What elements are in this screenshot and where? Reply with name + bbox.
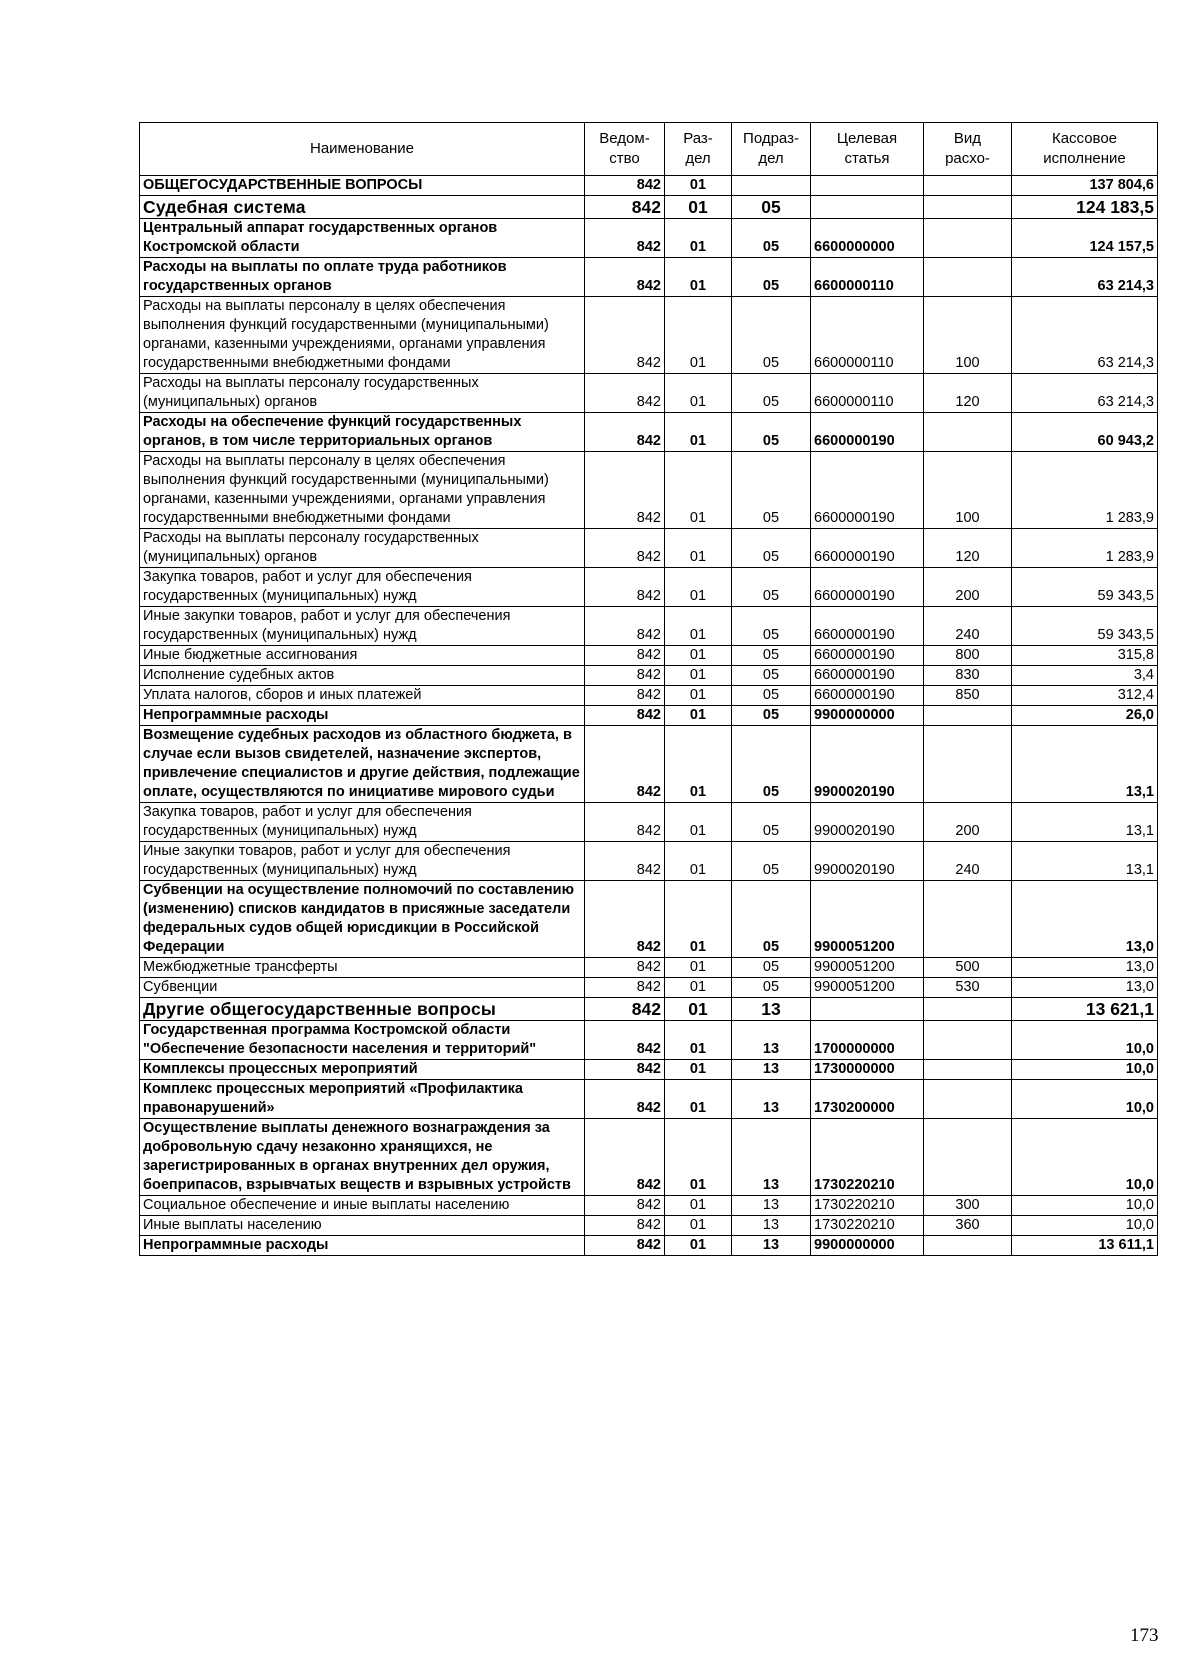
cell-vedomstvo: 842 [585, 998, 665, 1021]
cell-podrazdel: 13 [732, 1080, 811, 1119]
cell-podrazdel: 05 [732, 978, 811, 998]
cell-podrazdel: 05 [732, 607, 811, 646]
cell-kassovoe-ispolnenie: 60 943,2 [1012, 413, 1158, 452]
cell-razdel: 01 [665, 978, 732, 998]
cell-podrazdel: 05 [732, 452, 811, 529]
table-row [140, 196, 1158, 219]
cell-name: Расходы на выплаты персоналу государственных (муниципальных) органов [140, 529, 585, 568]
cell-name: Возмещение судебных расходов из областного бюджета, в случае если вызов свидетелей, назначение экспертов, привлечение специалистов и другие действия, подлежащие оплате, осуществляются по инициативе мирового судьи [140, 726, 585, 803]
cell-name: Другие общегосударственные вопросы [140, 998, 585, 1021]
cell-vedomstvo: 842 [585, 726, 665, 803]
cell-razdel: 01 [665, 568, 732, 607]
cell-vedomstvo: 842 [585, 297, 665, 374]
cell-kassovoe-ispolnenie: 10,0 [1012, 1216, 1158, 1236]
table-row [140, 1080, 1158, 1119]
cell-podrazdel: 13 [732, 1021, 811, 1060]
cell-name: Непрограммные расходы [140, 706, 585, 726]
cell-vedomstvo: 842 [585, 842, 665, 881]
cell-vedomstvo: 842 [585, 881, 665, 958]
cell-celevaya-statya: 6600000110 [811, 258, 924, 297]
cell-kassovoe-ispolnenie: 10,0 [1012, 1021, 1158, 1060]
cell-name: Закупка товаров, работ и услуг для обеспечения государственных (муниципальных) нужд [140, 568, 585, 607]
cell-razdel: 01 [665, 297, 732, 374]
cell-vid-rashodov: 240 [924, 607, 1012, 646]
table-row [140, 219, 1158, 258]
cell-podrazdel: 05 [732, 958, 811, 978]
cell-name: ОБЩЕГОСУДАРСТВЕННЫЕ ВОПРОСЫ [140, 176, 585, 196]
cell-vid-rashodov [924, 998, 1012, 1021]
cell-razdel: 01 [665, 1216, 732, 1236]
cell-vid-rashodov [924, 1080, 1012, 1119]
cell-kassovoe-ispolnenie: 13,0 [1012, 958, 1158, 978]
cell-razdel: 01 [665, 196, 732, 219]
cell-celevaya-statya: 9900000000 [811, 706, 924, 726]
cell-vedomstvo: 842 [585, 607, 665, 646]
cell-razdel: 01 [665, 686, 732, 706]
cell-name: Расходы на выплаты по оплате труда работников государственных органов [140, 258, 585, 297]
cell-podrazdel: 05 [732, 686, 811, 706]
cell-podrazdel: 05 [732, 881, 811, 958]
header-kassovoe-ispolnenie: Кассовое исполнение [1012, 123, 1158, 176]
cell-podrazdel: 05 [732, 706, 811, 726]
cell-celevaya-statya: 1730000000 [811, 1060, 924, 1080]
cell-celevaya-statya: 6600000190 [811, 452, 924, 529]
table-row [140, 706, 1158, 726]
header-podrazdel: Подраз- дел [732, 123, 811, 176]
cell-podrazdel: 05 [732, 568, 811, 607]
cell-vid-rashodov: 100 [924, 452, 1012, 529]
cell-vedomstvo: 842 [585, 666, 665, 686]
header-celevaya-statya: Целевая статья [811, 123, 924, 176]
cell-vid-rashodov: 850 [924, 686, 1012, 706]
cell-celevaya-statya: 6600000000 [811, 219, 924, 258]
cell-razdel: 01 [665, 842, 732, 881]
cell-name: Уплата налогов, сборов и иных платежей [140, 686, 585, 706]
cell-celevaya-statya: 9900020190 [811, 803, 924, 842]
cell-razdel: 01 [665, 607, 732, 646]
cell-vedomstvo: 842 [585, 1236, 665, 1256]
cell-vedomstvo: 842 [585, 1196, 665, 1216]
budget-table [139, 122, 1158, 1256]
table-row [140, 1216, 1158, 1236]
table-row [140, 978, 1158, 998]
cell-razdel: 01 [665, 176, 732, 196]
cell-celevaya-statya: 1730220210 [811, 1196, 924, 1216]
cell-kassovoe-ispolnenie: 10,0 [1012, 1119, 1158, 1196]
cell-kassovoe-ispolnenie: 13 611,1 [1012, 1236, 1158, 1256]
cell-podrazdel: 05 [732, 219, 811, 258]
cell-vid-rashodov: 530 [924, 978, 1012, 998]
cell-celevaya-statya: 9900051200 [811, 881, 924, 958]
cell-celevaya-statya: 9900020190 [811, 842, 924, 881]
cell-vid-rashodov: 360 [924, 1216, 1012, 1236]
table-row [140, 666, 1158, 686]
cell-name: Расходы на обеспечение функций государственных органов, в том числе территориальных органов [140, 413, 585, 452]
table-row [140, 258, 1158, 297]
cell-kassovoe-ispolnenie: 137 804,6 [1012, 176, 1158, 196]
cell-podrazdel: 05 [732, 196, 811, 219]
cell-celevaya-statya: 1730220210 [811, 1216, 924, 1236]
cell-celevaya-statya: 6600000190 [811, 666, 924, 686]
cell-vedomstvo: 842 [585, 176, 665, 196]
cell-podrazdel: 13 [732, 1060, 811, 1080]
cell-name: Субвенции [140, 978, 585, 998]
cell-vedomstvo: 842 [585, 1119, 665, 1196]
cell-kassovoe-ispolnenie: 26,0 [1012, 706, 1158, 726]
table-row [140, 686, 1158, 706]
cell-name: Социальное обеспечение и иные выплаты населению [140, 1196, 585, 1216]
cell-vid-rashodov [924, 881, 1012, 958]
table-row [140, 1236, 1158, 1256]
cell-kassovoe-ispolnenie: 315,8 [1012, 646, 1158, 666]
cell-vid-rashodov [924, 258, 1012, 297]
cell-razdel: 01 [665, 1021, 732, 1060]
header-razdel: Раз- дел [665, 123, 732, 176]
cell-celevaya-statya: 6600000190 [811, 413, 924, 452]
cell-name: Центральный аппарат государственных органов Костромской области [140, 219, 585, 258]
header-name: Наименование [140, 123, 585, 176]
cell-name: Иные закупки товаров, работ и услуг для обеспечения государственных (муниципальных) нужд [140, 842, 585, 881]
cell-name: Расходы на выплаты персоналу в целях обеспечения выполнения функций государственными (муниципальными) органами, казенными учреждениями, органами управления государственными внебюджетными фондами [140, 452, 585, 529]
table-row [140, 842, 1158, 881]
table-row [140, 1021, 1158, 1060]
cell-name: Иные бюджетные ассигнования [140, 646, 585, 666]
cell-vid-rashodov: 200 [924, 568, 1012, 607]
cell-kassovoe-ispolnenie: 59 343,5 [1012, 568, 1158, 607]
cell-vid-rashodov [924, 196, 1012, 219]
cell-vid-rashodov: 240 [924, 842, 1012, 881]
cell-celevaya-statya: 9900020190 [811, 726, 924, 803]
cell-celevaya-statya: 1700000000 [811, 1021, 924, 1060]
cell-kassovoe-ispolnenie: 1 283,9 [1012, 452, 1158, 529]
cell-razdel: 01 [665, 726, 732, 803]
cell-kassovoe-ispolnenie: 312,4 [1012, 686, 1158, 706]
cell-vedomstvo: 842 [585, 1080, 665, 1119]
cell-name: Судебная система [140, 196, 585, 219]
cell-vedomstvo: 842 [585, 529, 665, 568]
cell-vedomstvo: 842 [585, 706, 665, 726]
cell-name: Закупка товаров, работ и услуг для обеспечения государственных (муниципальных) нужд [140, 803, 585, 842]
cell-vid-rashodov: 830 [924, 666, 1012, 686]
cell-vid-rashodov: 200 [924, 803, 1012, 842]
cell-vedomstvo: 842 [585, 803, 665, 842]
cell-name: Комплексы процессных мероприятий [140, 1060, 585, 1080]
cell-vedomstvo: 842 [585, 219, 665, 258]
table-row [140, 607, 1158, 646]
cell-name: Иные закупки товаров, работ и услуг для обеспечения государственных (муниципальных) нужд [140, 607, 585, 646]
cell-celevaya-statya: 1730220210 [811, 1119, 924, 1196]
cell-kassovoe-ispolnenie: 124 157,5 [1012, 219, 1158, 258]
table-row [140, 529, 1158, 568]
table-row [140, 1060, 1158, 1080]
table-row [140, 1119, 1158, 1196]
cell-vid-rashodov: 300 [924, 1196, 1012, 1216]
cell-vid-rashodov [924, 219, 1012, 258]
cell-vid-rashodov [924, 1119, 1012, 1196]
cell-kassovoe-ispolnenie: 63 214,3 [1012, 374, 1158, 413]
cell-razdel: 01 [665, 1060, 732, 1080]
table-row [140, 297, 1158, 374]
cell-vid-rashodov [924, 1060, 1012, 1080]
cell-podrazdel: 05 [732, 529, 811, 568]
cell-podrazdel: 13 [732, 1119, 811, 1196]
cell-kassovoe-ispolnenie: 63 214,3 [1012, 297, 1158, 374]
cell-vid-rashodov [924, 706, 1012, 726]
cell-kassovoe-ispolnenie: 13,0 [1012, 881, 1158, 958]
cell-vid-rashodov [924, 176, 1012, 196]
table-row [140, 646, 1158, 666]
cell-name: Непрограммные расходы [140, 1236, 585, 1256]
cell-name: Осуществление выплаты денежного вознаграждения за добровольную сдачу незаконно хранящихся, не зарегистрированных в органах внутренних дел оружия, боеприпасов, взрывчатых веществ и взрывных устройств [140, 1119, 585, 1196]
cell-razdel: 01 [665, 413, 732, 452]
cell-kassovoe-ispolnenie: 3,4 [1012, 666, 1158, 686]
table-row [140, 176, 1158, 196]
table-row [140, 998, 1158, 1021]
cell-vid-rashodov: 500 [924, 958, 1012, 978]
cell-celevaya-statya: 9900000000 [811, 1236, 924, 1256]
cell-kassovoe-ispolnenie: 10,0 [1012, 1196, 1158, 1216]
cell-vedomstvo: 842 [585, 374, 665, 413]
cell-celevaya-statya [811, 176, 924, 196]
cell-kassovoe-ispolnenie: 13,0 [1012, 978, 1158, 998]
cell-razdel: 01 [665, 374, 732, 413]
cell-celevaya-statya: 6600000190 [811, 568, 924, 607]
header-vedomstvo: Ведом- ство [585, 123, 665, 176]
cell-vid-rashodov: 120 [924, 374, 1012, 413]
cell-kassovoe-ispolnenie: 13,1 [1012, 803, 1158, 842]
cell-name: Расходы на выплаты персоналу в целях обеспечения выполнения функций государственными (муниципальными) органами, казенными учреждениями, органами управления государственными внебюджетными фондами [140, 297, 585, 374]
cell-name: Иные выплаты населению [140, 1216, 585, 1236]
cell-vedomstvo: 842 [585, 1060, 665, 1080]
cell-kassovoe-ispolnenie: 13,1 [1012, 842, 1158, 881]
cell-razdel: 01 [665, 1236, 732, 1256]
cell-vedomstvo: 842 [585, 646, 665, 666]
cell-podrazdel: 13 [732, 1196, 811, 1216]
cell-celevaya-statya [811, 196, 924, 219]
cell-name: Межбюджетные трансферты [140, 958, 585, 978]
cell-podrazdel: 05 [732, 842, 811, 881]
cell-razdel: 01 [665, 452, 732, 529]
cell-celevaya-statya [811, 998, 924, 1021]
cell-celevaya-statya: 1730200000 [811, 1080, 924, 1119]
cell-podrazdel: 05 [732, 803, 811, 842]
cell-kassovoe-ispolnenie: 59 343,5 [1012, 607, 1158, 646]
cell-razdel: 01 [665, 219, 732, 258]
table-row [140, 803, 1158, 842]
cell-vedomstvo: 842 [585, 686, 665, 706]
cell-razdel: 01 [665, 1080, 732, 1119]
table-header-row [140, 123, 1158, 176]
cell-kassovoe-ispolnenie: 13 621,1 [1012, 998, 1158, 1021]
cell-vid-rashodov [924, 1236, 1012, 1256]
cell-podrazdel: 13 [732, 1216, 811, 1236]
cell-podrazdel: 05 [732, 646, 811, 666]
table-row [140, 568, 1158, 607]
cell-celevaya-statya: 6600000110 [811, 374, 924, 413]
cell-podrazdel: 13 [732, 1236, 811, 1256]
cell-vedomstvo: 842 [585, 568, 665, 607]
cell-podrazdel [732, 176, 811, 196]
cell-celevaya-statya: 9900051200 [811, 978, 924, 998]
cell-razdel: 01 [665, 998, 732, 1021]
cell-kassovoe-ispolnenie: 124 183,5 [1012, 196, 1158, 219]
cell-razdel: 01 [665, 1119, 732, 1196]
table-row [140, 452, 1158, 529]
cell-kassovoe-ispolnenie: 10,0 [1012, 1060, 1158, 1080]
table-row [140, 413, 1158, 452]
cell-celevaya-statya: 6600000190 [811, 686, 924, 706]
cell-vedomstvo: 842 [585, 1216, 665, 1236]
cell-vedomstvo: 842 [585, 452, 665, 529]
cell-name: Государственная программа Костромской области "Обеспечение безопасности населения и территорий" [140, 1021, 585, 1060]
cell-name: Исполнение судебных актов [140, 666, 585, 686]
table-row [140, 958, 1158, 978]
cell-celevaya-statya: 6600000190 [811, 529, 924, 568]
cell-vid-rashodov: 120 [924, 529, 1012, 568]
cell-vid-rashodov [924, 1021, 1012, 1060]
cell-vid-rashodov: 800 [924, 646, 1012, 666]
cell-vid-rashodov: 100 [924, 297, 1012, 374]
cell-kassovoe-ispolnenie: 63 214,3 [1012, 258, 1158, 297]
cell-kassovoe-ispolnenie: 1 283,9 [1012, 529, 1158, 568]
cell-name: Комплекс процессных мероприятий «Профилактика правонарушений» [140, 1080, 585, 1119]
cell-podrazdel: 13 [732, 998, 811, 1021]
cell-razdel: 01 [665, 258, 732, 297]
cell-razdel: 01 [665, 666, 732, 686]
cell-vedomstvo: 842 [585, 413, 665, 452]
cell-podrazdel: 05 [732, 726, 811, 803]
cell-razdel: 01 [665, 529, 732, 568]
cell-razdel: 01 [665, 706, 732, 726]
cell-razdel: 01 [665, 958, 732, 978]
cell-vid-rashodov [924, 413, 1012, 452]
cell-celevaya-statya: 6600000190 [811, 607, 924, 646]
cell-podrazdel: 05 [732, 666, 811, 686]
table-row [140, 1196, 1158, 1216]
cell-vedomstvo: 842 [585, 1021, 665, 1060]
table-row [140, 374, 1158, 413]
cell-podrazdel: 05 [732, 413, 811, 452]
cell-razdel: 01 [665, 646, 732, 666]
cell-razdel: 01 [665, 803, 732, 842]
cell-razdel: 01 [665, 1196, 732, 1216]
cell-vedomstvo: 842 [585, 196, 665, 219]
cell-celevaya-statya: 6600000190 [811, 646, 924, 666]
page-number: 173 [1130, 1625, 1159, 1646]
cell-kassovoe-ispolnenie: 13,1 [1012, 726, 1158, 803]
cell-name: Субвенции на осуществление полномочий по составлению (изменению) списков кандидатов в присяжные заседатели федеральных судов общей юрисдикции в Российской Федерации [140, 881, 585, 958]
cell-celevaya-statya: 6600000110 [811, 297, 924, 374]
cell-vedomstvo: 842 [585, 258, 665, 297]
cell-razdel: 01 [665, 881, 732, 958]
cell-vedomstvo: 842 [585, 978, 665, 998]
cell-podrazdel: 05 [732, 297, 811, 374]
header-vid-rashodov: Вид расхо- [924, 123, 1012, 176]
cell-celevaya-statya: 9900051200 [811, 958, 924, 978]
table-body [140, 176, 1158, 1256]
cell-kassovoe-ispolnenie: 10,0 [1012, 1080, 1158, 1119]
table-row [140, 726, 1158, 803]
cell-vedomstvo: 842 [585, 958, 665, 978]
table-row [140, 881, 1158, 958]
cell-name: Расходы на выплаты персоналу государственных (муниципальных) органов [140, 374, 585, 413]
cell-podrazdel: 05 [732, 258, 811, 297]
cell-vid-rashodov [924, 726, 1012, 803]
cell-podrazdel: 05 [732, 374, 811, 413]
